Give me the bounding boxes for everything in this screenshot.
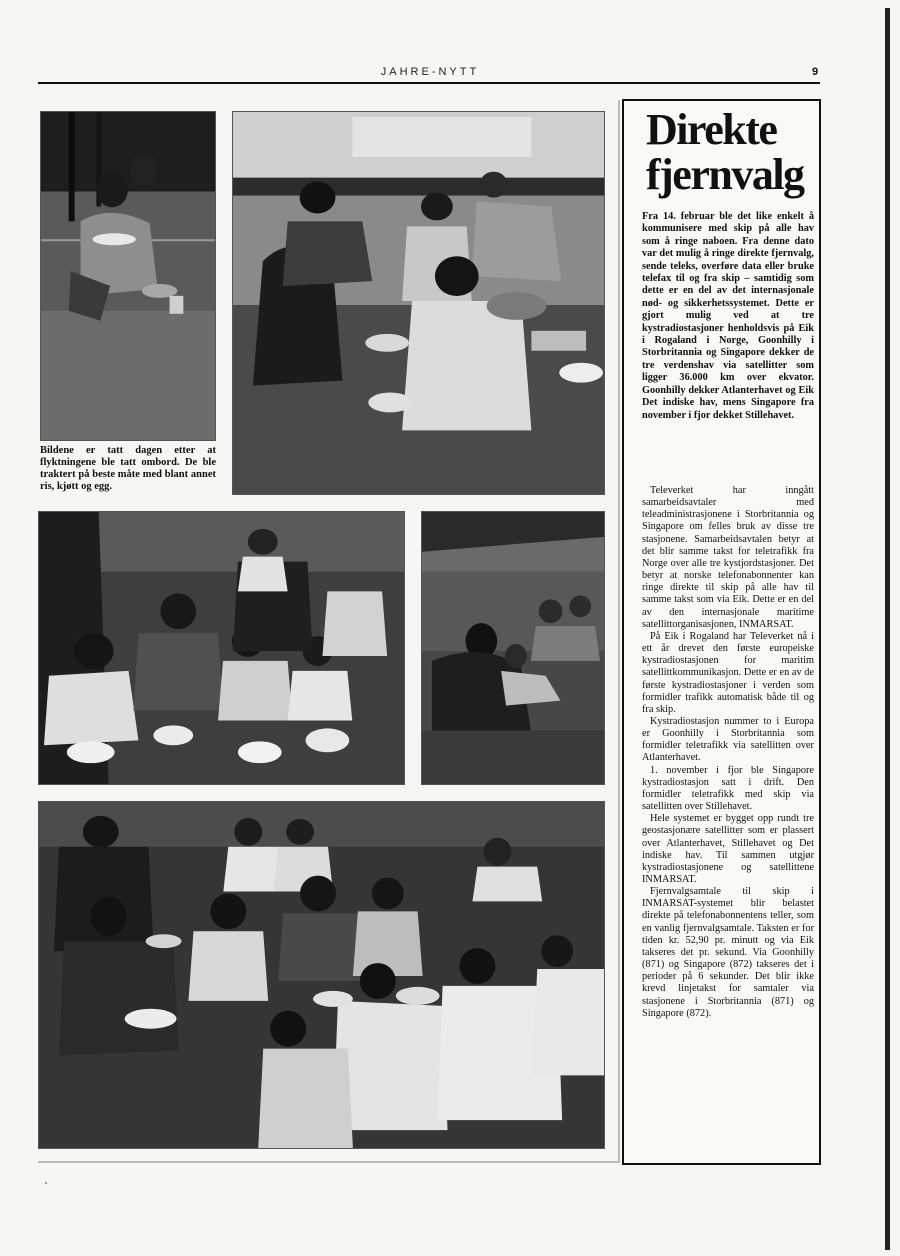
photo-icon	[422, 512, 604, 784]
article-paragraph: 1. november i fjor ble Singapore kystradiostasjon satt i drift. Den formidler teletrafikk med skip via satellitten over Stillehavet.	[642, 764, 814, 813]
article-paragraph: Kystradiostasjon nummer to i Europa er Goonhilly i Storbritannia som formidler teletrafikk via satellitten over Atlanterhavet.	[642, 715, 814, 764]
headline-line-1: Direkte	[646, 105, 777, 154]
photo-woman-with-children	[421, 511, 605, 785]
photo-boy-with-plate	[40, 111, 216, 441]
photo-icon	[39, 512, 404, 784]
photo-icon	[39, 802, 604, 1148]
article-paragraph: Fjernvalgsamtale til skip i INMARSAT-systemet blir belastet direkte på telefonabonnentens teller, som en vanlig fjernvalgsamtale. Taksten er for tiden kr. 52,90 pr. minutt og via Eik takseres det pr. sekund. Via Goonhilly (871) og Singapore (872) takseres det i perioder på 6 sekunder. Det blir ikke krevd linjetakst for samtaler via stasjonene i Storbritannia (871) og Singapore (872).	[642, 886, 814, 1019]
print-speck	[45, 1182, 47, 1184]
article-paragraph: På Eik i Rogaland har Televerket nå i ett år drevet den første europeiske kystradiostasjonen for maritim satellittkommunikasjon. Dette er en av de første kystradiostasjoner i verden som formidler trafikk automatisk både til og fra skip.	[642, 630, 814, 715]
photo-icon	[233, 112, 604, 494]
article-headline	[646, 107, 821, 197]
photo-icon	[41, 112, 215, 440]
page-number: 9	[812, 66, 819, 78]
article-lead: Fra 14. februar ble det like enkelt å kommunisere med skip på alle hav som å ringe naboen. Fra denne dato var det mulig å ringe direkte fjernvalg, sende teleks, overføre data eller bruke telefax til og fra skip – samtidig som dette er en del av det internasjonale nød- og sikkerhetssystemet. Dette er gjort mulig ved at tre kystradiostasjoner henholdsvis på Eik i Rogaland i Norge, Goonhilly i Storbritannia og Singapore dekker de tre verdenshav via satellitter som ligger 36.000 km over ekvator. Goonhilly dekker Atlanterhavet og Eik Det indiske hav, mens Singapore fra november i fjor dekket Stillehavet.	[642, 211, 814, 421]
publication-title: JAHRE-NYTT	[380, 66, 480, 78]
photo-group-eating-floor	[232, 111, 605, 495]
article-box	[622, 99, 821, 1165]
article-paragraph: Televerket har inngått samarbeidsavtaler med teleadministrasjonene i Storbritannia og Singapore om felles bruk av disse tre stasjonene. Samarbeidsavtalen betyr at det blir samme takst for teletrafikk fra Norge over alle tre kystjordstasjoner. Det betyr at norske telefonabonnenter kan ringe direkte til skip på alle hav til samme takst som via Eik. Dette er en del av den internasjonale maritime satellittorganisasjonen, INMARSAT.	[642, 485, 814, 630]
header-rule	[38, 82, 820, 84]
photo-caption: Bildene er tatt dagen etter at flyktningene ble tatt ombord. De ble traktert på beste måte med blant annet ris, kjøtt og egg.	[40, 445, 216, 492]
article-body	[642, 485, 814, 1020]
photo-children-seated	[38, 511, 405, 785]
photo-large-group-meal	[38, 801, 605, 1149]
article-paragraph: Hele systemet er bygget opp rundt tre geostasjonære satellitter som er plassert over Atlanterhavet, Stillehavet og Det indiske hav. Til sammen utgjør kystradiostasjonene og satellittene INMARSAT.	[642, 813, 814, 885]
headline-line-2: fjernvalg	[646, 150, 804, 199]
page-edge-line	[885, 8, 890, 1250]
